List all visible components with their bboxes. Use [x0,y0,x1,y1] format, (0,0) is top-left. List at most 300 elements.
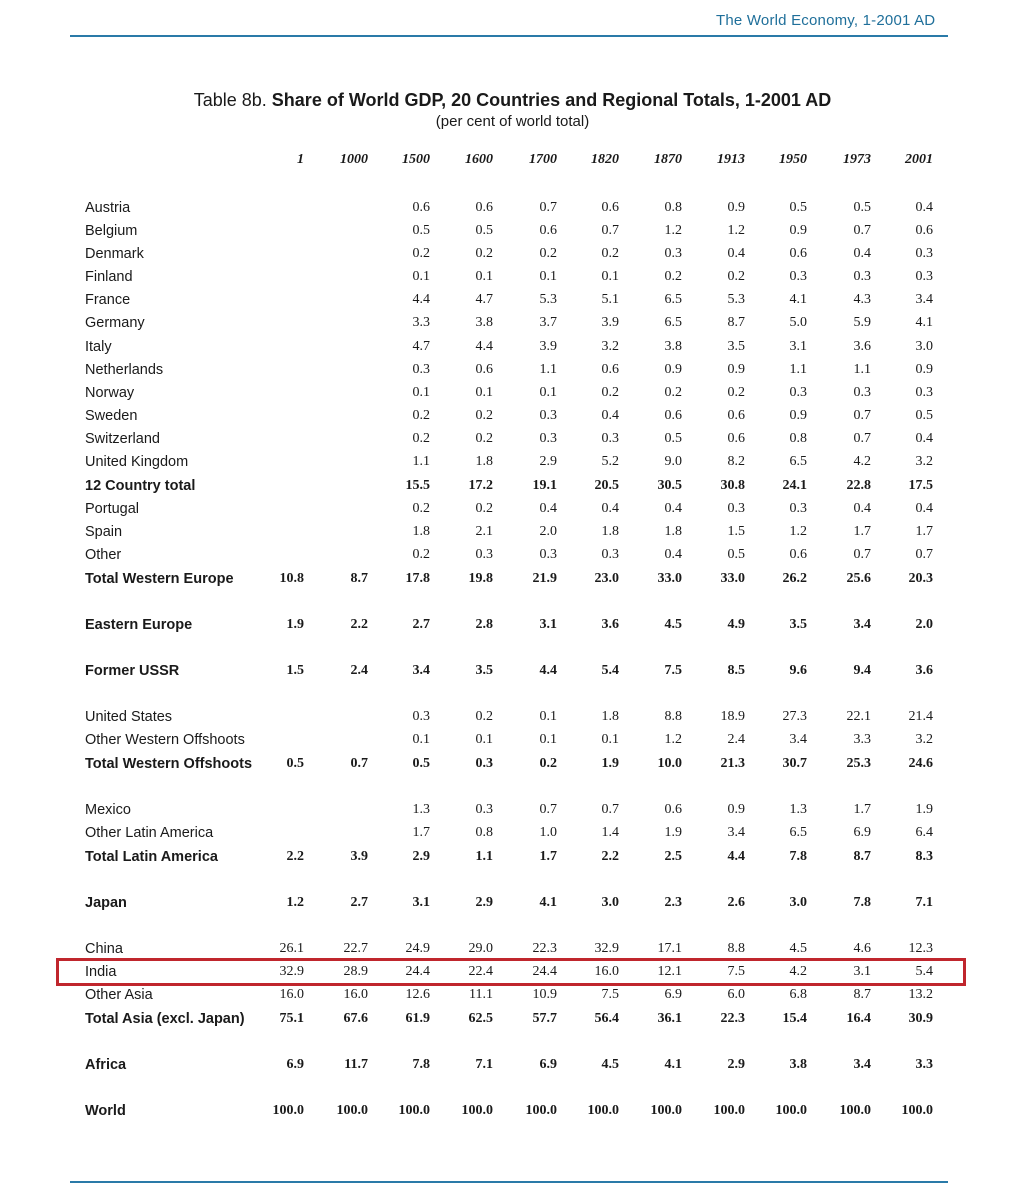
cell-1820: 5.4 [601,663,619,678]
cell-1820: 1.8 [601,524,619,539]
cell-1913: 5.3 [727,292,745,307]
row-label: Other Latin America [85,825,214,841]
cell-1973: 0.7 [853,431,871,446]
cell-1820: 0.7 [601,802,619,817]
cell-1870: 4.5 [664,617,682,632]
row-label: Total Western Europe [85,571,234,587]
cell-1913: 18.9 [720,709,745,724]
cell-1973: 0.7 [853,408,871,423]
cell-1000: 67.6 [343,1011,368,1026]
table-row-germany [0,315,1025,335]
cell-1500: 0.2 [412,246,430,261]
cell-1820: 1.8 [601,709,619,724]
cell-1700: 1.0 [539,825,557,840]
table-row-portugal [0,501,1025,521]
cell-1700: 0.3 [539,408,557,423]
cell-1600: 0.6 [475,362,493,377]
cell-1870: 6.9 [664,987,682,1002]
row-label: Sweden [85,408,138,424]
cell-1500: 0.1 [412,269,430,284]
cell-1700: 2.0 [539,524,557,539]
cell-2001: 3.2 [915,454,933,469]
year-header-1973: 1973 [843,152,871,167]
cell-1: 10.8 [279,571,304,586]
table-row-world [0,1103,1025,1123]
cell-2001: 30.9 [908,1011,933,1026]
table-row-italy [0,339,1025,359]
cell-1820: 16.0 [594,964,619,979]
cell-2001: 3.0 [915,339,933,354]
cell-1500: 7.8 [412,1057,430,1072]
year-header-row [0,152,1025,172]
cell-2001: 1.7 [915,524,933,539]
cell-1: 1.9 [286,617,304,632]
cell-2001: 20.3 [908,571,933,586]
cell-1973: 0.4 [853,246,871,261]
cell-1700: 0.6 [539,223,557,238]
cell-1973: 100.0 [839,1103,871,1118]
cell-1950: 0.3 [789,501,807,516]
cell-1600: 22.4 [468,964,493,979]
cell-2001: 24.6 [908,756,933,771]
cell-1973: 4.3 [853,292,871,307]
cell-1820: 4.5 [601,1057,619,1072]
cell-1870: 0.6 [664,802,682,817]
cell-1500: 0.5 [412,223,430,238]
cell-1973: 3.4 [853,617,871,632]
cell-1950: 0.3 [789,269,807,284]
cell-1870: 17.1 [657,941,682,956]
cell-1913: 2.4 [727,732,745,747]
cell-2001: 7.1 [915,895,933,910]
cell-1870: 0.2 [664,385,682,400]
row-label: Mexico [85,802,131,818]
cell-2001: 1.9 [915,802,933,817]
cell-1950: 100.0 [775,1103,807,1118]
cell-1600: 0.3 [475,756,493,771]
cell-1973: 0.3 [853,269,871,284]
cell-1973: 4.6 [853,941,871,956]
table-row-eastern-europe [0,617,1025,637]
row-label: France [85,292,131,308]
row-label: United States [85,709,173,725]
row-label: Netherlands [85,362,164,378]
cell-1600: 0.2 [475,709,493,724]
cell-1973: 0.3 [853,385,871,400]
cell-1820: 0.7 [601,223,619,238]
table-subtitle: (per cent of world total) [435,113,590,130]
cell-1950: 26.2 [782,571,807,586]
cell-1950: 0.5 [789,200,807,215]
cell-2001: 4.1 [915,315,933,330]
cell-1700: 3.1 [539,617,557,632]
row-label: Norway [85,385,135,401]
cell-2001: 0.5 [915,408,933,423]
cell-1950: 3.5 [789,617,807,632]
year-header-1700: 1700 [529,152,557,167]
cell-1000: 11.7 [344,1057,368,1072]
cell-1820: 0.4 [601,501,619,516]
cell-1950: 1.1 [789,362,807,377]
cell-1700: 6.9 [539,1057,557,1072]
cell-1820: 0.2 [601,385,619,400]
table-row-other-latin-america [0,825,1025,845]
cell-1700: 0.1 [539,709,557,724]
cell-1700: 22.3 [532,941,557,956]
cell-2001: 0.9 [915,362,933,377]
cell-1500: 0.3 [412,362,430,377]
table-row-japan [0,895,1025,915]
cell-1000: 2.2 [350,617,368,632]
cell-1913: 2.9 [727,1057,745,1072]
cell-1820: 1.4 [601,825,619,840]
cell-1950: 3.1 [789,339,807,354]
cell-2001: 3.3 [915,1057,933,1072]
cell-1870: 3.8 [664,339,682,354]
cell-1870: 0.3 [664,246,682,261]
cell-1913: 0.9 [727,362,745,377]
cell-1500: 1.1 [412,454,430,469]
cell-1913: 0.3 [727,501,745,516]
cell-1500: 15.5 [405,478,430,493]
cell-2001: 21.4 [908,709,933,724]
row-label: Other [85,547,122,563]
cell-1500: 0.2 [412,408,430,423]
cell-1820: 3.0 [601,895,619,910]
cell-1600: 100.0 [461,1103,493,1118]
cell-1500: 0.1 [412,385,430,400]
cell-1600: 0.2 [475,431,493,446]
cell-1913: 8.8 [727,941,745,956]
table-row-belgium [0,223,1025,243]
cell-1700: 2.9 [539,454,557,469]
cell-1500: 0.2 [412,547,430,562]
cell-1950: 3.0 [789,895,807,910]
cell-1500: 2.7 [412,617,430,632]
cell-1500: 0.6 [412,200,430,215]
cell-1500: 0.5 [412,756,430,771]
cell-1950: 3.4 [789,732,807,747]
row-label: Finland [85,269,133,285]
cell-1973: 1.7 [853,802,871,817]
cell-1000: 16.0 [343,987,368,1002]
cell-1820: 56.4 [594,1011,619,1026]
cell-1913: 21.3 [720,756,745,771]
cell-1820: 0.2 [601,246,619,261]
cell-1500: 0.2 [412,431,430,446]
cell-1870: 2.5 [664,849,682,864]
cell-1950: 0.3 [789,385,807,400]
year-header-1600: 1600 [465,152,493,167]
cell-1950: 9.6 [789,663,807,678]
table-row-united-kingdom [0,454,1025,474]
cell-1973: 6.9 [853,825,871,840]
cell-2001: 3.6 [915,663,933,678]
cell-2001: 2.0 [915,617,933,632]
cell-1: 100.0 [272,1103,304,1118]
table-row-africa [0,1057,1025,1077]
cell-1000: 0.7 [350,756,368,771]
india-highlight-box [56,958,966,986]
cell-1700: 100.0 [525,1103,557,1118]
cell-1700: 0.7 [539,802,557,817]
year-header-1820: 1820 [591,152,619,167]
cell-1870: 0.9 [664,362,682,377]
cell-1913: 22.3 [720,1011,745,1026]
cell-1600: 0.2 [475,246,493,261]
cell-1700: 0.1 [539,269,557,284]
cell-1700: 4.4 [539,663,557,678]
row-label: Total Latin America [85,849,218,865]
cell-1913: 4.9 [727,617,745,632]
cell-1000: 28.9 [343,964,368,979]
cell-1913: 30.8 [720,478,745,493]
cell-2001: 0.3 [915,385,933,400]
cell-2001: 13.2 [908,987,933,1002]
cell-1913: 4.4 [727,849,745,864]
table-title-main: Share of World GDP, 20 Countries and Regional Totals, 1-2001 AD [271,90,832,110]
cell-1913: 3.4 [727,825,745,840]
cell-1913: 0.9 [727,200,745,215]
year-header-1950: 1950 [779,152,807,167]
cell-1870: 0.5 [664,431,682,446]
table-row-12-country-total [0,478,1025,498]
cell-2001: 0.3 [915,246,933,261]
cell-1950: 1.3 [789,802,807,817]
cell-1870: 0.2 [664,269,682,284]
row-label: China [85,941,123,957]
cell-1870: 4.1 [664,1057,682,1072]
cell-1973: 8.7 [853,987,871,1002]
cell-1600: 11.1 [469,987,493,1002]
row-label: India [85,964,117,980]
cell-1600: 4.7 [475,292,493,307]
cell-1600: 0.5 [475,223,493,238]
table-row-total-asia-excl-japan [0,1011,1025,1031]
cell-1973: 1.7 [853,524,871,539]
table-row-other-asia [0,987,1025,1007]
row-label: Japan [85,895,127,911]
cell-1973: 3.1 [853,964,871,979]
table-row-finland [0,269,1025,289]
year-header-1913: 1913 [717,152,745,167]
row-label: Africa [85,1057,127,1073]
cell-1973: 8.7 [853,849,871,864]
cell-1973: 3.3 [853,732,871,747]
cell-1600: 62.5 [468,1011,493,1026]
cell-1700: 4.1 [539,895,557,910]
row-label: Denmark [85,246,144,262]
cell-2001: 0.3 [915,269,933,284]
row-label: Total Western Offshoots [85,756,253,772]
cell-2001: 5.4 [915,964,933,979]
cell-1913: 0.6 [727,431,745,446]
table-row-mexico [0,802,1025,822]
cell-1820: 100.0 [587,1103,619,1118]
cell-1870: 12.1 [657,964,682,979]
cell-1500: 24.4 [405,964,430,979]
cell-1820: 0.6 [601,362,619,377]
cell-1600: 1.1 [475,849,493,864]
row-label: Portugal [85,501,140,517]
cell-1950: 0.6 [789,246,807,261]
cell-1820: 0.1 [601,269,619,284]
cell-1700: 0.4 [539,501,557,516]
year-header-1: 1 [297,152,304,167]
cell-1973: 7.8 [853,895,871,910]
table-row-norway [0,385,1025,405]
table-row-sweden [0,408,1025,428]
cell-1000: 100.0 [336,1103,368,1118]
cell-1: 0.5 [286,756,304,771]
cell-1700: 57.7 [532,1011,557,1026]
cell-1913: 0.4 [727,246,745,261]
cell-1870: 33.0 [657,571,682,586]
cell-1700: 21.9 [532,571,557,586]
cell-1700: 0.2 [539,756,557,771]
row-label: Other Western Offshoots [85,732,245,748]
cell-1600: 17.2 [468,478,493,493]
cell-1913: 1.2 [727,223,745,238]
cell-1973: 22.8 [846,478,871,493]
cell-1500: 1.3 [412,802,430,817]
cell-1500: 17.8 [405,571,430,586]
cell-1870: 7.5 [664,663,682,678]
cell-1870: 0.6 [664,408,682,423]
cell-1000: 2.4 [350,663,368,678]
cell-1000: 22.7 [343,941,368,956]
cell-1913: 6.0 [727,987,745,1002]
cell-1: 75.1 [279,1011,304,1026]
row-label: Italy [85,339,112,355]
cell-1950: 30.7 [782,756,807,771]
cell-1700: 3.9 [539,339,557,354]
year-header-1000: 1000 [340,152,368,167]
cell-1820: 1.9 [601,756,619,771]
cell-1600: 0.2 [475,408,493,423]
cell-1700: 0.1 [539,385,557,400]
cell-1913: 0.6 [727,408,745,423]
cell-1820: 5.1 [601,292,619,307]
cell-1913: 8.2 [727,454,745,469]
table-title-prefix: Table 8b. [193,90,272,110]
cell-1870: 1.2 [664,732,682,747]
cell-1700: 0.7 [539,200,557,215]
table-title [0,90,1025,111]
cell-1500: 100.0 [398,1103,430,1118]
cell-1973: 0.5 [853,200,871,215]
cell-1600: 0.1 [475,732,493,747]
cell-1973: 4.2 [853,454,871,469]
cell-1600: 3.8 [475,315,493,330]
cell-1: 6.9 [286,1057,304,1072]
cell-2001: 3.2 [915,732,933,747]
cell-1: 1.5 [286,663,304,678]
cell-1500: 12.6 [405,987,430,1002]
top-rule [70,35,948,37]
cell-1950: 7.8 [789,849,807,864]
cell-1913: 0.2 [727,269,745,284]
cell-1870: 10.0 [657,756,682,771]
cell-1913: 1.5 [727,524,745,539]
table-row-other-western-offshoots [0,732,1025,752]
cell-1913: 0.2 [727,385,745,400]
cell-1500: 0.3 [412,709,430,724]
cell-2001: 0.6 [915,223,933,238]
cell-1600: 4.4 [475,339,493,354]
cell-1500: 1.7 [412,825,430,840]
cell-1500: 2.9 [412,849,430,864]
cell-1: 16.0 [279,987,304,1002]
cell-1600: 2.9 [475,895,493,910]
cell-1870: 8.8 [664,709,682,724]
cell-1600: 0.8 [475,825,493,840]
row-label: Total Asia (excl. Japan) [85,1011,245,1027]
cell-1913: 2.6 [727,895,745,910]
cell-1870: 6.5 [664,292,682,307]
cell-1870: 9.0 [664,454,682,469]
cell-1600: 0.6 [475,200,493,215]
cell-1700: 0.3 [539,547,557,562]
cell-1950: 4.1 [789,292,807,307]
cell-1700: 0.2 [539,246,557,261]
cell-2001: 17.5 [908,478,933,493]
row-label: Switzerland [85,431,160,447]
cell-2001: 0.4 [915,200,933,215]
cell-1913: 8.5 [727,663,745,678]
cell-1950: 3.8 [789,1057,807,1072]
cell-1973: 0.7 [853,223,871,238]
cell-1820: 3.6 [601,617,619,632]
row-label: Spain [85,524,123,540]
cell-1600: 1.8 [475,454,493,469]
cell-1973: 0.7 [853,547,871,562]
cell-1913: 7.5 [727,964,745,979]
cell-1870: 6.5 [664,315,682,330]
row-label: Eastern Europe [85,617,193,633]
cell-1000: 8.7 [350,571,368,586]
cell-1500: 0.2 [412,501,430,516]
cell-1870: 100.0 [650,1103,682,1118]
cell-1913: 33.0 [720,571,745,586]
cell-1600: 19.8 [468,571,493,586]
cell-1820: 20.5 [594,478,619,493]
cell-1973: 16.4 [846,1011,871,1026]
row-label: Former USSR [85,663,180,679]
cell-1950: 15.4 [782,1011,807,1026]
cell-1870: 1.9 [664,825,682,840]
cell-1700: 24.4 [532,964,557,979]
cell-1600: 7.1 [475,1057,493,1072]
cell-1: 1.2 [286,895,304,910]
cell-1870: 2.3 [664,895,682,910]
cell-1820: 0.3 [601,547,619,562]
cell-1700: 1.7 [539,849,557,864]
table-row-austria [0,200,1025,220]
cell-1820: 0.3 [601,431,619,446]
cell-1870: 1.8 [664,524,682,539]
cell-1500: 4.7 [412,339,430,354]
cell-1950: 5.0 [789,315,807,330]
year-header-1870: 1870 [654,152,682,167]
cell-1950: 4.5 [789,941,807,956]
cell-1600: 0.3 [475,547,493,562]
cell-1820: 3.9 [601,315,619,330]
table-row-france [0,292,1025,312]
cell-1870: 30.5 [657,478,682,493]
cell-1913: 3.5 [727,339,745,354]
cell-1600: 2.1 [475,524,493,539]
